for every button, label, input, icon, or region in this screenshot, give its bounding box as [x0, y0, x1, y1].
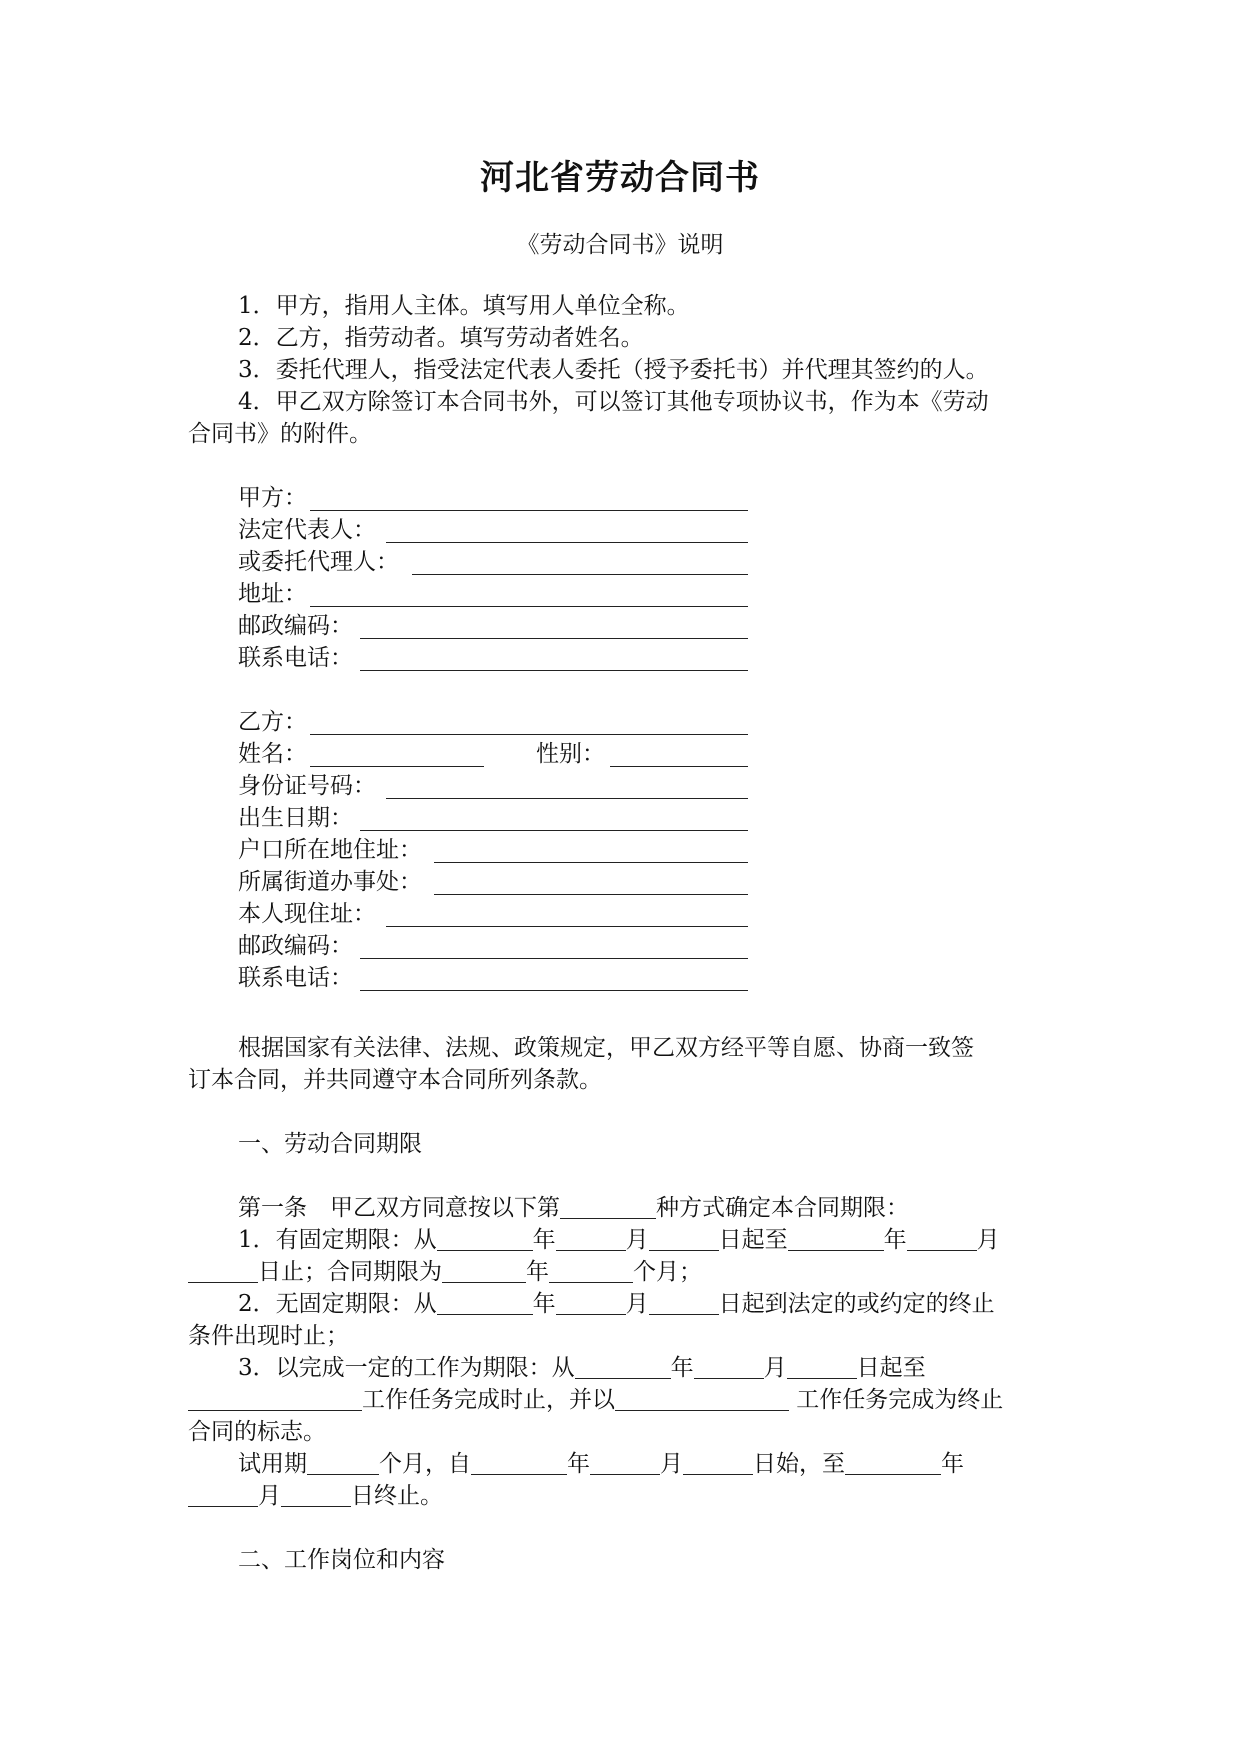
field-label: 所属街道办事处：: [238, 869, 422, 895]
year-label: 年: [532, 1227, 556, 1253]
household-address-field: [238, 834, 422, 866]
article-1: [238, 1192, 909, 1224]
term-years-blank[interactable]: [442, 1260, 526, 1283]
month-label: 月: [258, 1483, 281, 1509]
birth-date-blank[interactable]: [360, 830, 748, 831]
end-month-blank[interactable]: [907, 1228, 977, 1251]
note-4-continued: 合同书》的附件。: [188, 421, 372, 447]
field-label: 乙方：: [238, 709, 307, 735]
task-term-text: 工作任务完成为终止: [789, 1387, 1004, 1413]
open-term-text: 日起到法定的或约定的终止: [718, 1291, 995, 1317]
field-label: 联系电话：: [238, 645, 353, 671]
probation-end-year-blank[interactable]: [845, 1452, 941, 1475]
probation-end-day-blank[interactable]: [281, 1484, 351, 1507]
method-number-blank[interactable]: [560, 1196, 656, 1219]
task-term-text: 工作任务完成时止，并以: [362, 1387, 615, 1413]
probation-months-blank[interactable]: [307, 1452, 379, 1475]
intro-line-1: 根据国家有关法律、法规、政策规定，甲乙双方经平等自愿、协商一致签: [238, 1035, 974, 1061]
party-b-phone-blank[interactable]: [360, 990, 748, 991]
party-a-phone-blank[interactable]: [360, 670, 748, 671]
task-day-blank[interactable]: [787, 1356, 857, 1379]
gender-label: 性别：: [536, 741, 605, 767]
probation-line-1: [238, 1448, 964, 1480]
party-b-postcode-blank[interactable]: [360, 958, 748, 959]
section-1-heading: 一、劳动合同期限: [238, 1131, 422, 1157]
field-label: 姓名：: [238, 741, 307, 767]
year-label: 年: [526, 1259, 549, 1285]
probation-text: 个月，自: [379, 1451, 471, 1477]
end-day-blank[interactable]: [188, 1260, 258, 1283]
party-b-blank[interactable]: [310, 734, 748, 735]
note-1: 1．甲方，指用人主体。填写用人单位全称。: [238, 293, 690, 319]
field-label: 法定代表人：: [238, 517, 376, 543]
start-year-blank[interactable]: [437, 1228, 533, 1251]
task-term-line-2: [188, 1384, 1003, 1416]
legal-rep-blank[interactable]: [386, 542, 748, 543]
field-label: 联系电话：: [238, 965, 353, 991]
field-label: 出生日期：: [238, 805, 353, 831]
open-day-blank[interactable]: [649, 1292, 719, 1315]
gender-blank[interactable]: [610, 766, 748, 767]
year-label: 年: [532, 1291, 556, 1317]
field-label: 或委托代理人：: [238, 549, 399, 575]
open-year-blank[interactable]: [437, 1292, 533, 1315]
note-3: 3．委托代理人，指受法定代表人委托（授予委托书）并代理其签约的人。: [238, 357, 989, 383]
year-label: 年: [567, 1451, 590, 1477]
fixed-term-text: 1．有固定期限：从: [238, 1227, 437, 1253]
document-subtitle: 《劳动合同书》说明: [516, 232, 724, 258]
party-a-postcode-blank[interactable]: [360, 638, 748, 639]
field-label: 户口所在地住址：: [238, 837, 422, 863]
probation-line-2: [188, 1480, 443, 1512]
field-label: 身份证号码：: [238, 773, 376, 799]
day-label: 日起至: [718, 1227, 788, 1253]
probation-start-month-blank[interactable]: [590, 1452, 660, 1475]
field-label: 邮政编码：: [238, 613, 353, 639]
probation-text: 日始，至: [753, 1451, 845, 1477]
current-address-field: [238, 898, 376, 930]
fixed-term-text: 日止；合同期限为: [258, 1259, 442, 1285]
probation-end-month-blank[interactable]: [188, 1484, 258, 1507]
name-blank[interactable]: [310, 766, 484, 767]
task-year-blank[interactable]: [575, 1356, 671, 1379]
agent-field: [238, 546, 399, 578]
article-1-text: 第一条 甲乙双方同意按以下第: [238, 1195, 560, 1221]
task-end-blank[interactable]: [188, 1388, 362, 1411]
end-year-blank[interactable]: [788, 1228, 884, 1251]
month-label: 月: [660, 1451, 683, 1477]
probation-start-year-blank[interactable]: [471, 1452, 567, 1475]
id-number-blank[interactable]: [386, 798, 748, 799]
months-label: 个月；: [633, 1259, 702, 1285]
fixed-term-line-1: [238, 1224, 1000, 1256]
task-term-text: 3．以完成一定的工作为期限：从: [238, 1355, 575, 1381]
task-term-text: 日起至: [856, 1355, 926, 1381]
party-a-field: [238, 482, 307, 514]
year-label: 年: [941, 1451, 964, 1477]
legal-rep-field: [238, 514, 376, 546]
month-label: 月: [625, 1227, 649, 1253]
party-a-blank[interactable]: [310, 510, 748, 511]
party-a-phone-field: [238, 642, 353, 674]
id-number-field: [238, 770, 376, 802]
birth-date-field: [238, 802, 353, 834]
month-label: 月: [625, 1291, 649, 1317]
month-label: 月: [763, 1355, 787, 1381]
field-label: 甲方：: [238, 485, 307, 511]
agent-blank[interactable]: [412, 574, 748, 575]
household-address-blank[interactable]: [434, 862, 748, 863]
name-gender-field: [238, 738, 605, 770]
field-label: 地址：: [238, 581, 307, 607]
article-1-text: 种方式确定本合同期限：: [656, 1195, 909, 1221]
open-term-line-2: 条件出现时止；: [188, 1323, 349, 1349]
intro-line-2: 订本合同，并共同遵守本合同所列条款。: [188, 1067, 602, 1093]
open-term-line-1: [238, 1288, 995, 1320]
task-completion-blank[interactable]: [615, 1388, 789, 1411]
note-2: 2．乙方，指劳动者。填写劳动者姓名。: [238, 325, 644, 351]
party-b-field: [238, 706, 307, 738]
party-b-phone-field: [238, 962, 353, 994]
probation-start-day-blank[interactable]: [683, 1452, 753, 1475]
probation-text: 试用期: [238, 1451, 307, 1477]
document-title: 河北省劳动合同书: [480, 158, 760, 198]
month-label: 月: [976, 1227, 1000, 1253]
field-label: 邮政编码：: [238, 933, 353, 959]
probation-text: 日终止。: [351, 1483, 443, 1509]
start-day-blank[interactable]: [649, 1228, 719, 1251]
year-label: 年: [670, 1355, 694, 1381]
party-b-postcode-field: [238, 930, 353, 962]
open-term-text: 2．无固定期限：从: [238, 1291, 437, 1317]
task-term-line-1: [238, 1352, 926, 1384]
street-office-field: [238, 866, 422, 898]
address-field: [238, 578, 307, 610]
note-4: 4．甲乙双方除签订本合同书外，可以签订其他专项协议书，作为本《劳动: [238, 389, 989, 415]
year-label: 年: [883, 1227, 907, 1253]
address-blank[interactable]: [310, 606, 748, 607]
open-month-blank[interactable]: [556, 1292, 626, 1315]
section-2-heading: 二、工作岗位和内容: [238, 1547, 445, 1573]
street-office-blank[interactable]: [434, 894, 748, 895]
party-a-postcode-field: [238, 610, 353, 642]
field-label: 本人现住址：: [238, 901, 376, 927]
term-months-blank[interactable]: [549, 1260, 633, 1283]
task-month-blank[interactable]: [694, 1356, 764, 1379]
task-term-line-3: 合同的标志。: [188, 1419, 326, 1445]
start-month-blank[interactable]: [556, 1228, 626, 1251]
current-address-blank[interactable]: [386, 926, 748, 927]
fixed-term-line-2: [188, 1256, 702, 1288]
